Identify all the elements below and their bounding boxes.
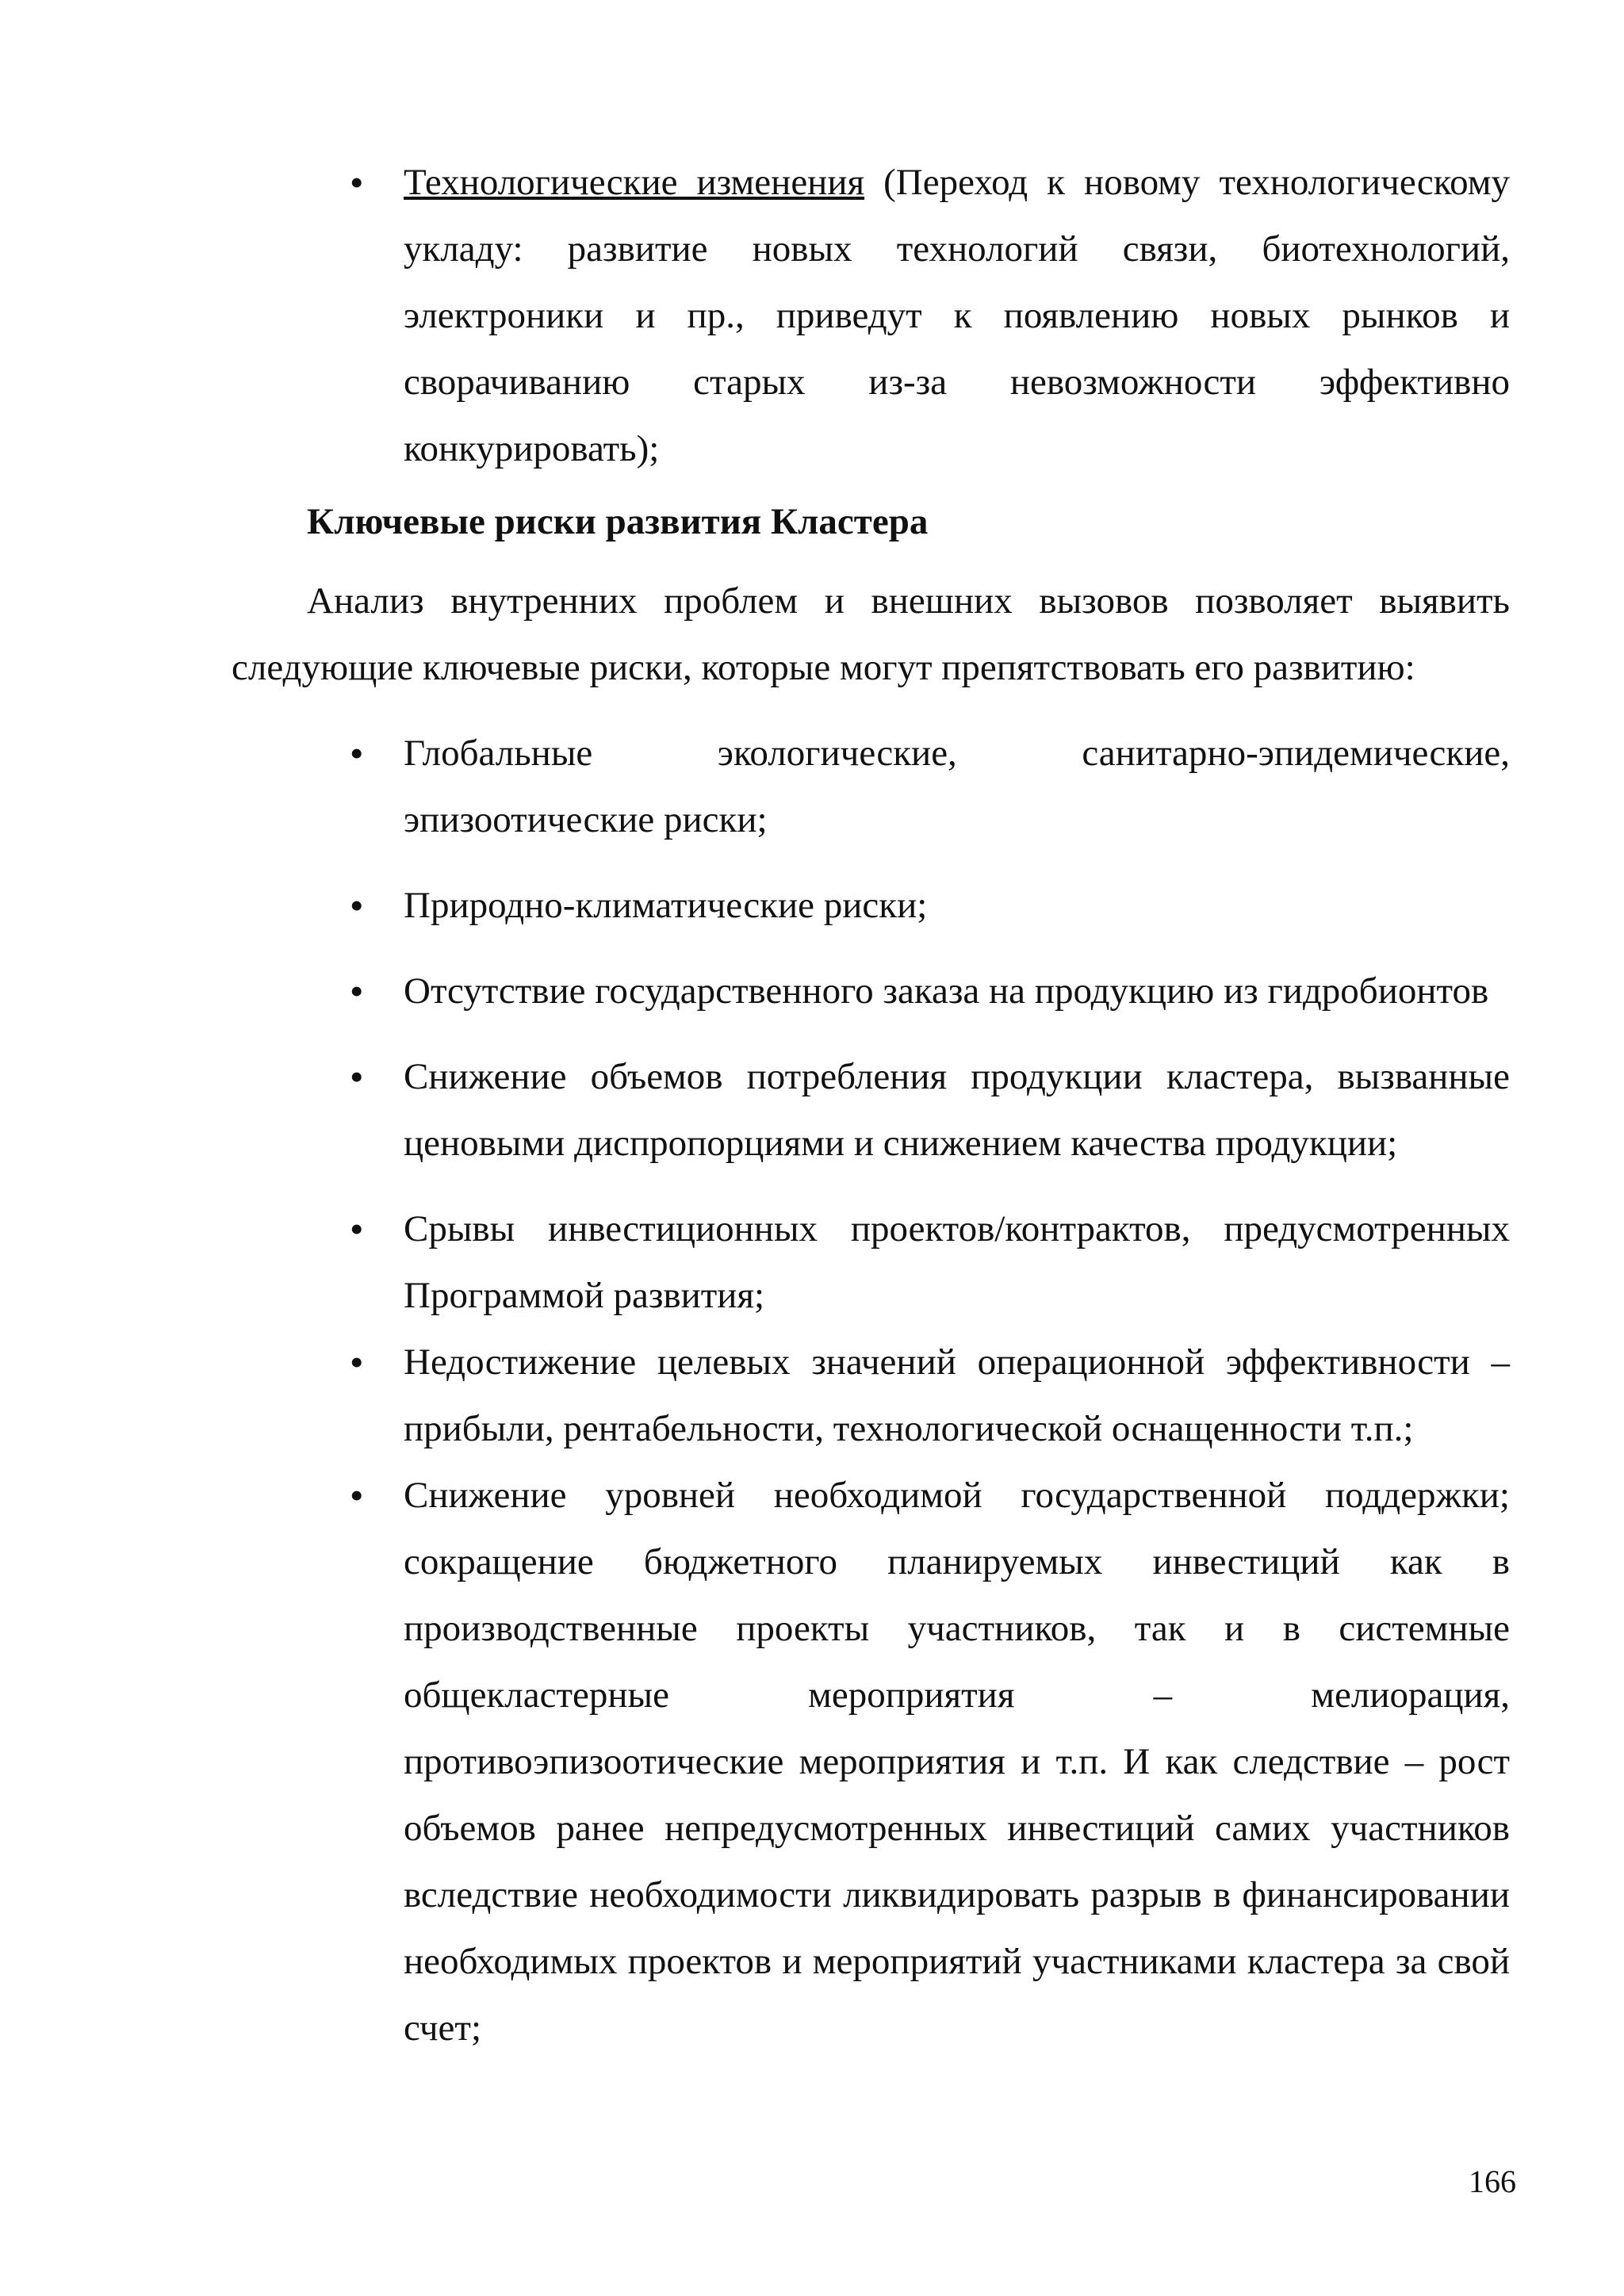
section-heading: Ключевые риски развития Кластера: [307, 501, 929, 542]
page-number: 166: [1469, 2164, 1516, 2199]
underlined-term: Технологические изменения: [404, 162, 865, 203]
list-item: • Глобальные экологические, санитарно-эпидемические, эпизоотические риски;: [404, 720, 1510, 853]
list-item: • Снижение уровней необходимой государственной поддержки; сокращение бюджетного планируемых инвестиций как в производственные проекты участников, так и в системные общекластерные мероприятия – мелиорация, противоэпизоотические мероприятия и т.п. И как следствие – рост объемов ранее непредусмотренных инвестиций самих участников вследствие необходимости ликвидировать разрыв в финансировании необходимых проектов и мероприятий участниками кластера за свой счет;: [404, 1462, 1510, 2061]
list-item-text: (Переход к новому технологическому укладу: развитие новых технологий связи, биотехнологий, электроники и пр., приведут к появлению новых рынков и сворачиванию старых из-за невозможности эффективно конкурировать);: [404, 162, 1511, 469]
list-item: • Отсутствие государственного заказа на продукцию из гидробионтов: [404, 958, 1510, 1024]
list-item: • Срывы инвестиционных проектов/контрактов, предусмотренных Программой развития;: [404, 1196, 1510, 1329]
risks-bullet-list: [232, 720, 1510, 2061]
page-content: [232, 149, 1510, 2061]
list-item: • Природно-климатические риски;: [404, 872, 1510, 939]
list-item: • Недостижение целевых значений операционной эффективности – прибыли, рентабельности, технологической оснащенности т.п.;: [404, 1329, 1510, 1462]
intro-paragraph: Анализ внутренних проблем и внешних вызовов позволяет выявить следующие ключевые риски, которые могут препятствовать его развитию:: [232, 580, 1510, 688]
top-bullet-list: [232, 149, 1510, 482]
list-item: [404, 149, 1510, 482]
list-item: • Снижение объемов потребления продукции кластера, вызванные ценовыми диспропорциями и снижением качества продукции;: [404, 1043, 1510, 1177]
